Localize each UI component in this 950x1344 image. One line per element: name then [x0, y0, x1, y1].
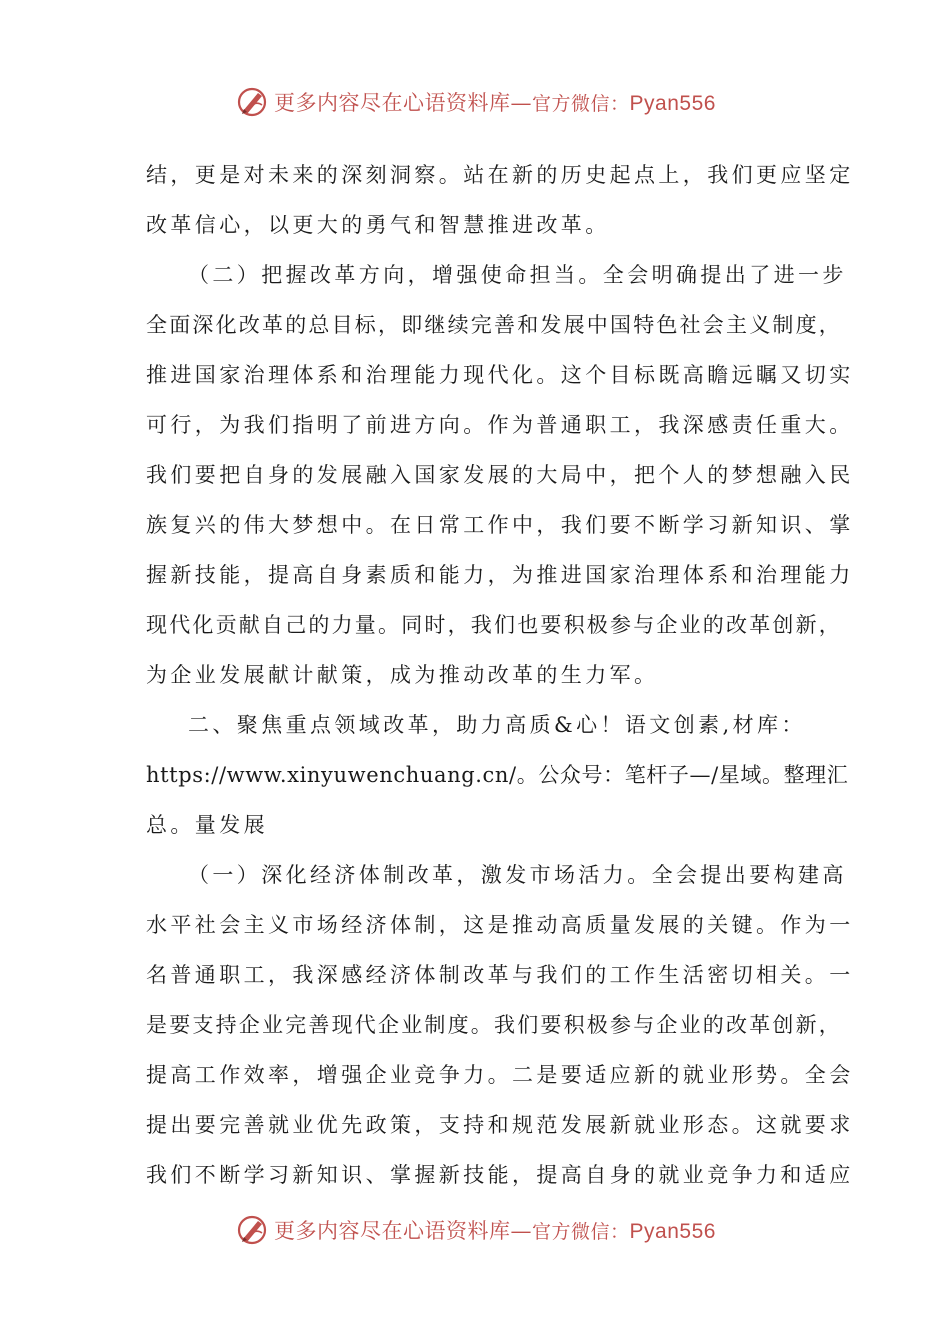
body-line: 结，更是对未来的深刻洞察。站在新的历史起点上，我们更应坚定	[146, 163, 854, 187]
footer-wechat-id: Pyan556	[629, 1220, 716, 1243]
body-line: 提高工作效率，增强企业竞争力。二是要适应新的就业形势。全会	[146, 1063, 854, 1087]
header-title: 更多内容尽在心语资料库	[274, 91, 511, 115]
body-line: 水平社会主义市场经济体制，这是推动高质量发展的关键。作为一	[146, 913, 854, 937]
header-text	[274, 87, 716, 117]
footer-separator: —	[510, 1219, 533, 1243]
body-line: 为企业发展献计献策，成为推动改革的生力军。	[146, 663, 659, 687]
document-body	[146, 150, 854, 1200]
body-line: （一）深化经济体制改革，激发市场活力。全会提出要构建高	[188, 863, 847, 887]
body-line: 是要支持企业完善现代企业制度。我们要积极参与企业的改革创新，	[146, 1013, 842, 1037]
body-line: 改革信心，以更大的勇气和智慧推进改革。	[146, 213, 610, 237]
header-separator: —	[510, 91, 533, 115]
body-line: （二）把握改革方向，增强使命担当。全会明确提出了进一步	[188, 263, 847, 287]
pen-circle-logo-icon	[234, 1212, 270, 1248]
body-line: 握新技能，提高自身素质和能力，为推进国家治理体系和治理能力	[146, 563, 854, 587]
body-line-url: https://www.xinyuwenchuang.cn/。公众号：笔杆子—/星域。整理汇	[146, 763, 849, 787]
body-line: 推进国家治理体系和治理能力现代化。这个目标既高瞻远瞩又切实	[146, 363, 854, 387]
footer-text	[274, 1215, 716, 1245]
footer-wechat-label: 官方微信：	[532, 1221, 630, 1243]
body-line: 全面深化改革的总目标，即继续完善和发展中国特色社会主义制度，	[146, 313, 842, 337]
section-heading: 二、聚焦重点领域改革，助力高质&心！语文创素,材库：	[188, 713, 806, 737]
body-line: 族复兴的伟大梦想中。在日常工作中，我们要不断学习新知识、掌	[146, 513, 854, 537]
body-line: 提出要完善就业优先政策，支持和规范发展新就业形态。这就要求	[146, 1113, 854, 1137]
body-line: 总。量发展	[146, 813, 268, 837]
pen-circle-logo-icon	[234, 84, 270, 120]
header-banner	[0, 82, 950, 122]
footer-banner	[0, 1210, 950, 1250]
footer-title: 更多内容尽在心语资料库	[274, 1219, 511, 1243]
body-line: 可行，为我们指明了前进方向。作为普通职工，我深感责任重大。	[146, 413, 854, 437]
header-wechat-id: Pyan556	[629, 92, 716, 115]
body-line: 我们不断学习新知识、掌握新技能，提高自身的就业竞争力和适应	[146, 1163, 854, 1187]
body-line: 现代化贡献自己的力量。同时，我们也要积极参与企业的改革创新，	[146, 613, 842, 637]
body-line: 名普通职工，我深感经济体制改革与我们的工作生活密切相关。一	[146, 963, 854, 987]
body-line: 我们要把自身的发展融入国家发展的大局中，把个人的梦想融入民	[146, 463, 854, 487]
header-wechat-label: 官方微信：	[532, 93, 630, 115]
